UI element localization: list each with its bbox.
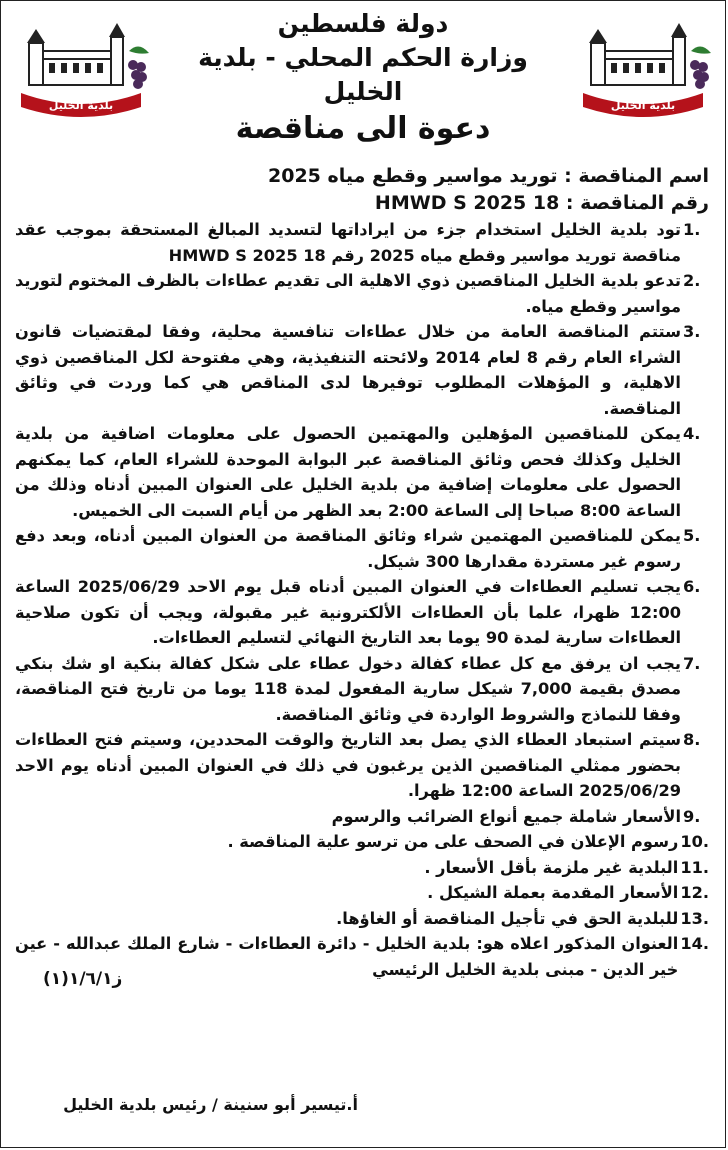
list-item [15, 523, 709, 574]
logo-text: بلدية الخليل [48, 99, 114, 112]
reference-code: ز١/٦/١(١) [43, 969, 123, 989]
item-number: 12 . [678, 880, 709, 906]
item-number: 9 . [681, 804, 709, 830]
list-item [15, 906, 709, 932]
item-text: تدعو بلدية الخليل المناقصين ذوي الاهلية الى تقديم عطاءات بالظرف المختوم لتوريد مواسير وقطع مياه. [15, 271, 681, 316]
list-item [15, 217, 709, 268]
announcement-body [15, 163, 709, 982]
logo-text: بلدية الخليل [610, 99, 676, 112]
item-number: 7 . [681, 651, 709, 728]
item-text: يجب تسليم العطاءات في العنوان المبين أدناه قبل يوم الاحد 2025/06/29 الساعة 12:00 ظهرا، علما بأن العطاءات الألكترونية غير مقبولة، ويجب أن تكون صلاحية العطاءات سارية لمدة 90 يوما بعد التاريخ النهائي لتسليم العطاءات. [15, 577, 681, 647]
list-item [15, 855, 709, 881]
list-item [15, 804, 709, 830]
item-number: 13 . [678, 906, 709, 932]
item-text: العنوان المذكور اعلاه هو: بلدية الخليل - دائرة العطاءات - شارع الملك عبدالله - عين خير الدين - مبنى بلدية الخليل الرئيسي [15, 934, 679, 979]
item-text: رسوم الإعلان في الصحف على من ترسو علية المناقصة . [227, 832, 679, 851]
list-item [15, 651, 709, 728]
item-number: 10 . [678, 829, 709, 855]
list-item [15, 880, 709, 906]
item-text: يمكن للمناقصين المؤهلين والمهتمين الحصول على معلومات اضافية من بلدية الخليل وكذلك فحص وثائق المناقصة عبر البوابة الموحدة للشراء العام، كما يمكنهم الحصول على معلومات إضافية من بلدية الخليل على العنوان المبين أدناه وذلك من الساعة 8:00 صباحا إلى الساعة 2:00 بعد الظهر من أيام السبت الى الخميس. [15, 424, 681, 520]
item-number: 1 . [681, 217, 709, 268]
item-number: 11 . [678, 855, 709, 881]
item-text: تود بلدية الخليل استخدام جزء من ايراداتها لتسديد المبالغ المستحقة بموجب عقد مناقصة توريد مواسير وقطع مياه 2025 رقم HMWD S 2025 18 [15, 220, 681, 265]
tender-name: اسم المناقصة : توريد مواسير وقطع مياه 2025 [268, 165, 709, 187]
item-text: الأسعار شاملة جميع أنواع الضرائب والرسوم [331, 806, 681, 826]
list-item [15, 421, 709, 523]
list-item [15, 319, 709, 421]
municipality-logo-left [11, 15, 151, 125]
list-item [15, 268, 709, 319]
signature: أ.تيسير أبو سنينة / رئيس بلدية الخليل [63, 1095, 358, 1114]
list-item [15, 574, 709, 651]
item-number: 8 . [681, 727, 709, 804]
item-text: يجب ان يرفق مع كل عطاء كفالة دخول عطاء على شكل كفالة بنكية او شك بنكي مصدق بقيمة 7,000 شيكل سارية المفعول لمدة 118 يوما من تاريخ فتح المناقصة، وفقا للنماذج والشروط الواردة في وثائق المناقصة. [15, 653, 681, 724]
item-number: 4 . [681, 421, 709, 523]
header [161, 7, 565, 109]
item-number: 6 . [681, 574, 709, 651]
item-number: 3 . [681, 319, 709, 421]
list-item [15, 727, 709, 804]
state-name: دولة فلسطين [277, 9, 449, 38]
item-text: البلدية غير ملزمة بأقل الأسعار . [424, 857, 679, 877]
page-title: دعوة الى مناقصة [235, 111, 491, 146]
ministry-name: وزارة الحكم المحلي - بلدية الخليل [198, 43, 528, 106]
municipality-logo-right [573, 15, 713, 125]
item-text: للبلدية الحق في تأجيل المناقصة أو الغاؤها. [336, 908, 679, 928]
item-text: يمكن للمناقصين المهتمين شراء وثائق المناقصة من العنوان المبين أدناه، وبعد دفع رسوم غير مستردة مقدارها 300 شيكل. [15, 526, 681, 571]
item-number: 2 . [681, 268, 709, 319]
item-text: الأسعار المقدمة بعملة الشيكل . [427, 883, 679, 902]
list-item [15, 829, 709, 855]
tender-number: رقم المناقصة : HMWD S 2025 18 [374, 192, 709, 214]
terms-list [15, 217, 709, 982]
item-text: ستتم المناقصة العامة من خلال عطاءات تنافسية محلية، وفقا لمقتضيات قانون الشراء العام رقم 8 لعام 2014 ولائحته التنفيذية، وهي مفتوحة لكل المناقصين ذوي الاهلية، و المؤهلات المطلوب توفيرها لدى المناقص هي كما وردت في وثائق المناقصة. [15, 322, 681, 418]
item-number: 5 . [681, 523, 709, 574]
item-number: 14 . [678, 931, 709, 982]
item-text: سيتم استبعاد العطاء الذي يصل بعد التاريخ والوقت المحددين، وسيتم فتح العطاءات بحضور ممثلي المناقصين الذين يرغبون في ذلك في العنوان المبين أدناه يوم الاحد 2025/06/29 الساعة 12:00 ظهرا. [15, 730, 681, 800]
